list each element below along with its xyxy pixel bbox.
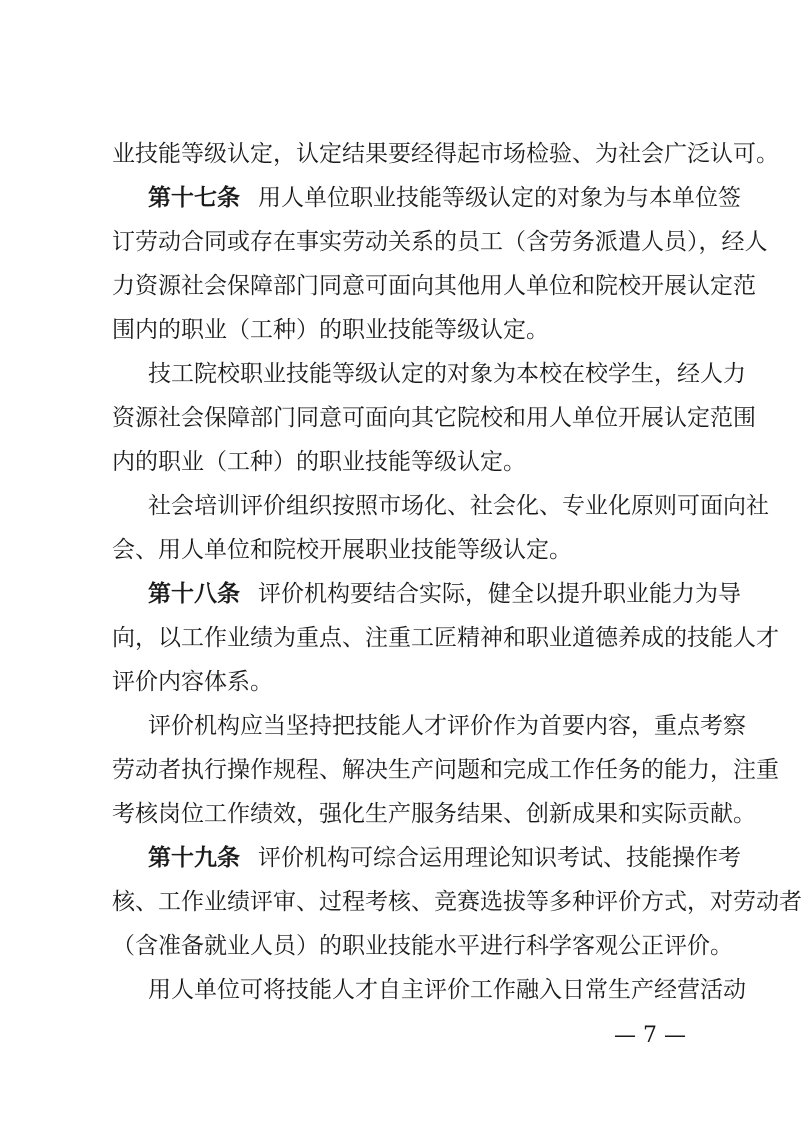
paragraph-line: [112, 794, 756, 834]
text-line: 评价机构要结合实际，健全以提升职业能力为导: [258, 581, 741, 607]
paragraph-line: [148, 354, 746, 394]
paragraph-line: [112, 750, 779, 790]
text-line: 技工院校职业技能等级认定的对象为本校在校学生，经人力: [148, 361, 746, 387]
text-line: 订劳动合同或存在事实劳动关系的员工（含劳务派遣人员），经人: [112, 229, 768, 255]
article-19-line: [148, 838, 741, 878]
text-line: 用人单位可将技能人才自主评价工作融入日常生产经营活动: [148, 977, 746, 1003]
text-line: 评价机构应当坚持把技能人才评价作为首要内容，重点考察: [148, 713, 746, 739]
article-17-line: [148, 178, 741, 218]
article-18-heading: 第十八条: [148, 581, 240, 607]
text-line: （含准备就业人员）的职业技能水平进行科学客观公正评价。: [112, 933, 733, 959]
article-17-heading: 第十七条: [148, 185, 240, 211]
article-19-heading: 第十九条: [148, 845, 240, 871]
text-line: 内的职业（工种）的职业技能等级认定。: [112, 449, 526, 475]
text-line: 评价内容体系。: [112, 669, 273, 695]
paragraph-line: [148, 486, 769, 526]
article-19-line: [112, 926, 733, 966]
text-line: 社会培训评价组织按照市场化、社会化、专业化原则可面向社: [148, 493, 769, 519]
paragraph-line: [112, 530, 691, 570]
text-line: 用人单位职业技能等级认定的对象为与本单位签: [258, 185, 741, 211]
text-line: 劳动者执行操作规程、解决生产问题和完成工作任务的能力，注重: [112, 757, 779, 783]
article-19-line: [112, 882, 802, 922]
article-18-line: [148, 574, 741, 614]
paragraph-line: [148, 706, 746, 746]
text-line: 核、工作业绩评审、过程考核、竞赛选拔等多种评价方式，对劳动者: [112, 889, 802, 915]
text-line: 力资源社会保障部门同意可面向其他用人单位和院校开展认定范: [112, 273, 756, 299]
article-18-line: [112, 618, 779, 658]
text-line: 会、用人单位和院校开展职业技能等级认定。: [112, 537, 572, 563]
text-line: 业技能等级认定，认定结果要经得起市场检验、为社会广泛认可。: [112, 141, 779, 167]
paragraph-continuation-line: [112, 134, 779, 174]
paragraph-line: [148, 970, 746, 1010]
paragraph-line: [112, 442, 691, 482]
page-number: — 7 —: [614, 1023, 686, 1048]
paragraph-line: [112, 398, 756, 438]
article-18-line: [112, 662, 691, 702]
text-line: 考核岗位工作绩效，强化生产服务结果、创新成果和实际贡献。: [112, 801, 756, 827]
article-17-line: [112, 266, 756, 306]
text-line: 评价机构可综合运用理论知识考试、技能操作考: [258, 845, 741, 871]
text-line: 围内的职业（工种）的职业技能等级认定。: [112, 317, 549, 343]
text-line: 资源社会保障部门同意可面向其它院校和用人单位开展认定范围: [112, 405, 756, 431]
article-17-line: [112, 222, 768, 262]
article-17-line: [112, 310, 691, 350]
text-line: 向，以工作业绩为重点、注重工匠精神和职业道德养成的技能人才: [112, 625, 779, 651]
